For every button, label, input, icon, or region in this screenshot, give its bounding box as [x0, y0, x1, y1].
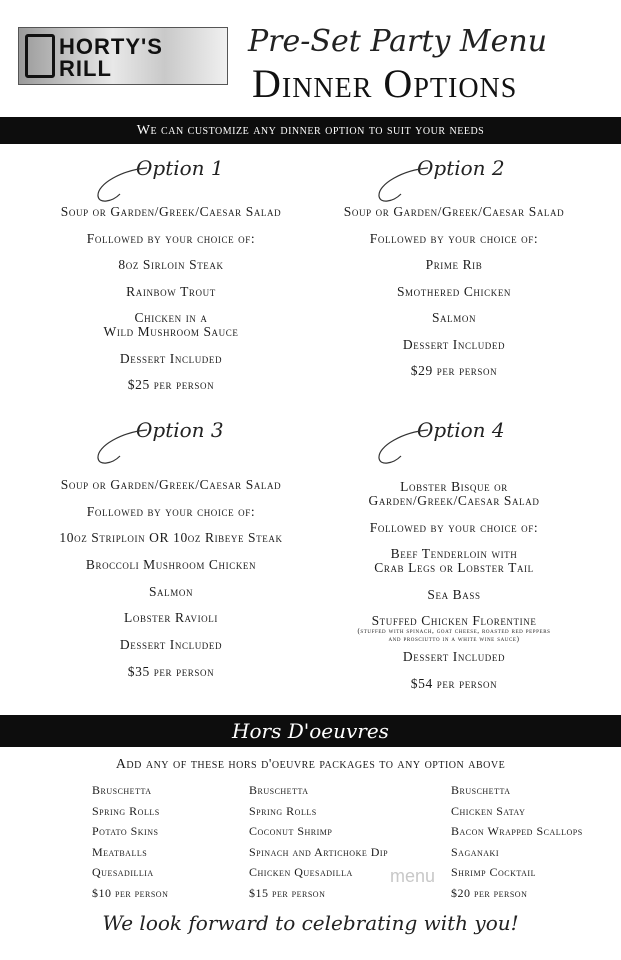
- option-4-list: [304, 479, 604, 702]
- option-line: Lobster Ravioli: [124, 610, 218, 626]
- option-line: Sea Bass: [427, 586, 481, 602]
- hors-item: Saganaki: [451, 844, 500, 859]
- option-note: (stuffed with spinach, goat cheese, roasted red peppers: [357, 627, 551, 635]
- option-line: Crab Legs or Lobster Tail: [374, 560, 534, 575]
- hors-doeuvres-banner: Hors D'oeuvres: [0, 715, 621, 747]
- option-line: 8oz Sirloin Steak: [118, 257, 224, 272]
- swash-ornament-icon: [373, 166, 433, 206]
- hors-item: Spring Rolls: [92, 803, 160, 818]
- hors-price: $10 per person: [92, 885, 169, 900]
- option-line: Salmon: [148, 583, 194, 599]
- option-title-text: Option 3: [136, 418, 224, 442]
- watermark: menu: [390, 866, 436, 886]
- hors-item: Spinach and Artichoke Dip: [249, 844, 389, 859]
- hors-item: Shrimp Cocktail: [451, 865, 536, 879]
- customize-banner: We can customize any dinner option to suit your needs: [0, 117, 621, 144]
- option-line: Broccoli Mushroom Chicken: [85, 557, 257, 573]
- option-1-list: [21, 204, 321, 404]
- footer-tagline: We look forward to celebrating with you!: [102, 911, 519, 935]
- option-2-title: [417, 156, 505, 180]
- option-note: and prosciutto in a white wine sauce): [388, 635, 520, 643]
- option-line: Soup or Garden/Greek/Caesar Salad: [60, 204, 282, 219]
- hors-price: $15 per person: [249, 885, 326, 900]
- hors-item: Chicken Quesadilla: [249, 865, 353, 879]
- option-line: Lobster Bisque or: [400, 479, 508, 494]
- page-title: Dinner Options: [252, 61, 518, 106]
- option-3-title: [136, 418, 224, 442]
- option-line: Chicken in a: [134, 310, 208, 325]
- option-line: Dessert Included: [402, 336, 506, 352]
- shortys-grill-logo: [18, 27, 228, 85]
- option-line: Followed by your choice of:: [86, 503, 256, 519]
- option-line: Dessert Included: [402, 649, 506, 664]
- header-script-title: Pre-Set Party Menu: [248, 24, 548, 59]
- option-line: 10oz Striploin OR 10oz Ribeye Steak: [59, 530, 283, 546]
- hors-package-1: [92, 783, 168, 906]
- option-line: Soup or Garden/Greek/Caesar Salad: [343, 204, 565, 219]
- logo-line-1: HORTY'S: [59, 34, 163, 59]
- option-price: $54 per person: [410, 675, 498, 691]
- swash-ornament-icon: [92, 166, 152, 206]
- swash-ornament-icon: [92, 428, 152, 468]
- hors-item: Bacon Wrapped Scallops: [451, 824, 583, 838]
- option-line: Stuffed Chicken Florentine: [371, 613, 537, 628]
- option-4-title: [417, 418, 505, 442]
- option-line: Smothered Chicken: [396, 283, 512, 299]
- logo-sg-mark: [25, 34, 55, 78]
- option-line: Salmon: [431, 310, 477, 325]
- option-line: Followed by your choice of:: [369, 519, 539, 535]
- option-line: Dessert Included: [119, 637, 223, 653]
- option-title-text: Option 1: [136, 156, 224, 180]
- hors-item: Spring Rolls: [249, 803, 317, 818]
- hors-intro: Add any of these hors d'oeuvre packages to any option above: [115, 757, 506, 772]
- logo-line-2: RILL: [59, 56, 112, 81]
- hors-item: Bruschetta: [451, 783, 511, 797]
- hors-price: $20 per person: [451, 885, 528, 900]
- option-2-list: [304, 204, 604, 390]
- option-title-text: Option 2: [417, 156, 505, 180]
- option-line: Dessert Included: [119, 350, 223, 366]
- option-line: Rainbow Trout: [126, 283, 216, 299]
- option-line: Garden/Greek/Caesar Salad: [368, 493, 540, 508]
- option-line: Followed by your choice of:: [86, 230, 256, 246]
- hors-item: Potato Skins: [92, 824, 159, 838]
- option-price: $25 per person: [127, 377, 215, 392]
- hors-item: Chicken Satay: [451, 803, 526, 818]
- option-line: Wild Mushroom Sauce: [103, 324, 239, 339]
- option-price: $35 per person: [127, 663, 215, 679]
- hors-item: Bruschetta: [92, 783, 152, 797]
- option-line: Beef Tenderloin with: [390, 546, 518, 561]
- hors-item: Quesadillia: [92, 865, 154, 879]
- option-line: Prime Rib: [425, 257, 483, 272]
- hors-item: Bruschetta: [249, 783, 309, 797]
- option-1-title: [136, 156, 224, 180]
- option-line: Followed by your choice of:: [369, 230, 539, 246]
- hors-package-2: [249, 783, 388, 906]
- option-3-list: [21, 477, 321, 691]
- hors-package-3: [451, 783, 583, 906]
- option-price: $29 per person: [410, 363, 498, 378]
- option-title-text: Option 4: [417, 418, 505, 442]
- hors-item: Coconut Shrimp: [249, 824, 333, 838]
- option-line: Soup or Garden/Greek/Caesar Salad: [60, 477, 282, 492]
- swash-ornament-icon: [373, 428, 433, 468]
- hors-item: Meatballs: [92, 844, 148, 859]
